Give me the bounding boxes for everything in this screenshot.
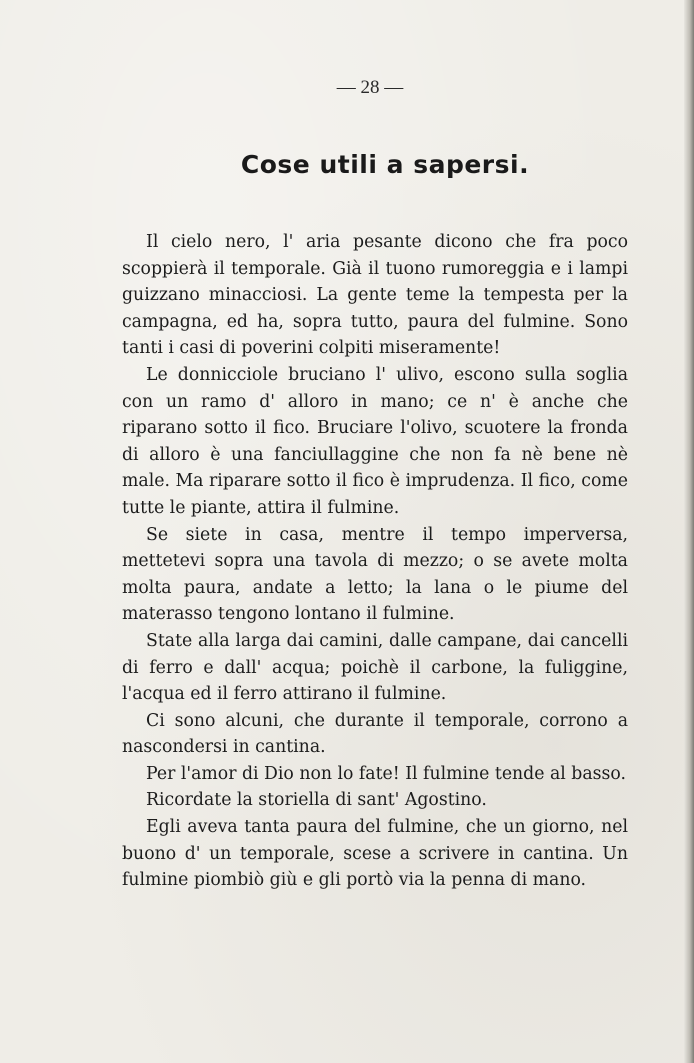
chapter-title: Cose utili a sapersi. [240,150,530,179]
paragraph: Per l'amor di Dio non lo fate! Il fulmine tende al basso. [146,763,626,784]
paragraph: Se siete in casa, mentre il tempo imperversa, mettetevi sopra una tavola di mezzo; o se avete molta molta paura, andate a letto; la lana o le piume del materasso tengono lontano il fulmine. [122,524,628,625]
body-text [122,229,628,894]
paragraph: State alla larga dai camini, dalle campane, dai cancelli di ferro e dall' acqua; poichè il carbone, la fuliggine, l'acqua ed il ferro attirano il fulmine. [122,630,628,705]
paragraph: Il cielo nero, l' aria pesante dicono che fra poco scoppierà il temporale. Già il tuono rumoreggia e i lampi guizzano minacciosi. La gente teme la tempesta per la campagna, ed ha, sopra tutto, paura del fulmine. Sono tanti i casi di poverini colpiti miseramente! [122,232,628,359]
page-number: — 28 — [336,77,404,98]
paragraph: Le donnicciole bruciano l' ulivo, escono sulla soglia con un ramo d' alloro in mano; ce n' è anche che riparano sotto il fico. Bruciare l'olivo, scuotere la fronda di alloro è una fanciullaggine che non fa nè bene nè male. Ma riparare sotto il fico è imprudenza. Il fico, come tutte le piante, attira il fulmine. [122,364,628,518]
paragraph: Ricordate la storiella di sant' Agostino. [146,790,487,811]
paragraph: Ci sono alcuni, che durante il temporale, corrono a nascondersi in cantina. [122,710,628,758]
paragraph: Egli aveva tanta paura del fulmine, che un giorno, nel buono d' un temporale, scese a scrivere in cantina. Un fulmine piombiò giù e gli portò via la penna di mano. [122,817,628,891]
